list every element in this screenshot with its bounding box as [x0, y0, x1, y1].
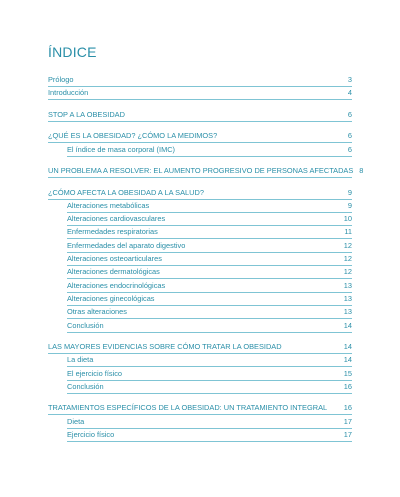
toc-entry-label: UN PROBLEMA A RESOLVER: EL AUMENTO PROGRESIVO DE PERSONAS AFECTADAS [48, 166, 354, 176]
table-of-contents [48, 75, 364, 442]
toc-entry-page: 13 [343, 307, 352, 317]
toc-entry-label: Otras alteraciones [67, 307, 127, 317]
toc-entry-page: 8 [359, 166, 364, 176]
toc-entry[interactable] [48, 166, 364, 178]
toc-entry-label: Introducción [48, 88, 89, 98]
toc-entry[interactable] [48, 343, 352, 354]
toc-subentry[interactable] [67, 242, 352, 253]
toc-entry[interactable] [48, 404, 352, 415]
page-title: ÍNDICE [48, 44, 97, 60]
toc-subentry[interactable] [67, 322, 352, 333]
toc-entry-label: Alteraciones dermatológicas [67, 267, 160, 277]
toc-entry[interactable] [48, 189, 352, 200]
toc-subentry[interactable] [67, 282, 352, 293]
toc-entry-page: 11 [344, 227, 352, 237]
toc-entry[interactable] [48, 76, 352, 87]
toc-subentry[interactable] [67, 308, 352, 319]
toc-entry-page: 4 [347, 88, 352, 98]
toc-entry[interactable] [48, 89, 352, 100]
toc-entry-page: 13 [343, 280, 352, 290]
toc-subentry[interactable] [67, 295, 352, 306]
toc-subentry[interactable] [67, 370, 352, 381]
toc-entry-label: TRATAMIENTOS ESPECÍFICOS DE LA OBESIDAD: UN TRATAMIENTO INTEGRAL [48, 403, 328, 413]
toc-entry-label: Prólogo [48, 75, 74, 84]
toc-entry-page: 16 [343, 381, 352, 391]
toc-entry-label: Alteraciones endocrinológicas [67, 280, 166, 290]
toc-subentry[interactable] [67, 215, 352, 226]
toc-entry-label: El índice de masa corporal (IMC) [67, 144, 176, 154]
toc-subentry[interactable] [67, 146, 352, 157]
toc-entry-page: 12 [343, 267, 352, 277]
toc-subentry[interactable] [67, 202, 352, 213]
toc-entry-label: Conclusión [67, 320, 104, 330]
toc-entry-label: STOP A LA OBESIDAD [48, 109, 125, 119]
toc-entry-page: 9 [347, 187, 352, 197]
toc-subentry[interactable] [67, 255, 352, 266]
toc-subentry[interactable] [67, 268, 352, 279]
toc-entry[interactable] [48, 111, 352, 122]
toc-entry-label: Enfermedades del aparato digestivo [67, 240, 186, 250]
toc-entry-page: 6 [347, 144, 352, 154]
toc-subentry[interactable] [67, 383, 352, 394]
toc-entry-page: 12 [343, 240, 352, 250]
toc-entry-label: El ejercicio físico [67, 368, 123, 378]
toc-entry-page: 14 [343, 355, 352, 365]
toc-entry-label: Dieta [67, 416, 85, 426]
toc-entry-page: 10 [343, 214, 352, 224]
toc-entry-page: 12 [343, 254, 352, 264]
toc-entry-page: 9 [347, 200, 352, 210]
toc-entry-label: La dieta [67, 355, 94, 365]
toc-entry-label: Ejercicio físico [67, 430, 115, 440]
toc-entry-label: Enfermedades respiratorias [67, 227, 158, 237]
toc-subentry[interactable] [67, 356, 352, 367]
toc-entry[interactable] [48, 132, 352, 143]
toc-entry-label: Alteraciones osteoarticulares [67, 254, 162, 264]
toc-entry-page: 6 [347, 131, 352, 141]
toc-entry-label: Conclusión [67, 381, 104, 391]
toc-entry-page: 14 [343, 320, 352, 330]
toc-entry-label: ¿CÓMO AFECTA LA OBESIDAD A LA SALUD? [48, 187, 204, 197]
toc-entry-page: 3 [347, 75, 352, 84]
toc-entry-page: 14 [343, 342, 352, 352]
toc-entry-label: Alteraciones metabólicas [67, 200, 150, 210]
toc-entry-label: Alteraciones cardiovasculares [67, 214, 166, 224]
toc-entry-page: 17 [343, 416, 352, 426]
toc-entry-page: 15 [343, 368, 352, 378]
toc-entry-page: 6 [347, 109, 352, 119]
toc-entry-label: Alteraciones ginecológicas [67, 293, 155, 303]
toc-subentry[interactable] [67, 418, 352, 429]
toc-subentry[interactable] [67, 228, 352, 239]
toc-entry-page: 17 [343, 430, 352, 440]
toc-entry-page: 16 [343, 403, 352, 413]
toc-entry-label: LAS MAYORES EVIDENCIAS SOBRE CÓMO TRATAR LA OBESIDAD [48, 342, 282, 352]
toc-subentry[interactable] [67, 431, 352, 442]
toc-entry-page: 13 [343, 293, 352, 303]
toc-entry-label: ¿QUÉ ES LA OBESIDAD? ¿CÓMO LA MEDIMOS? [48, 131, 218, 141]
